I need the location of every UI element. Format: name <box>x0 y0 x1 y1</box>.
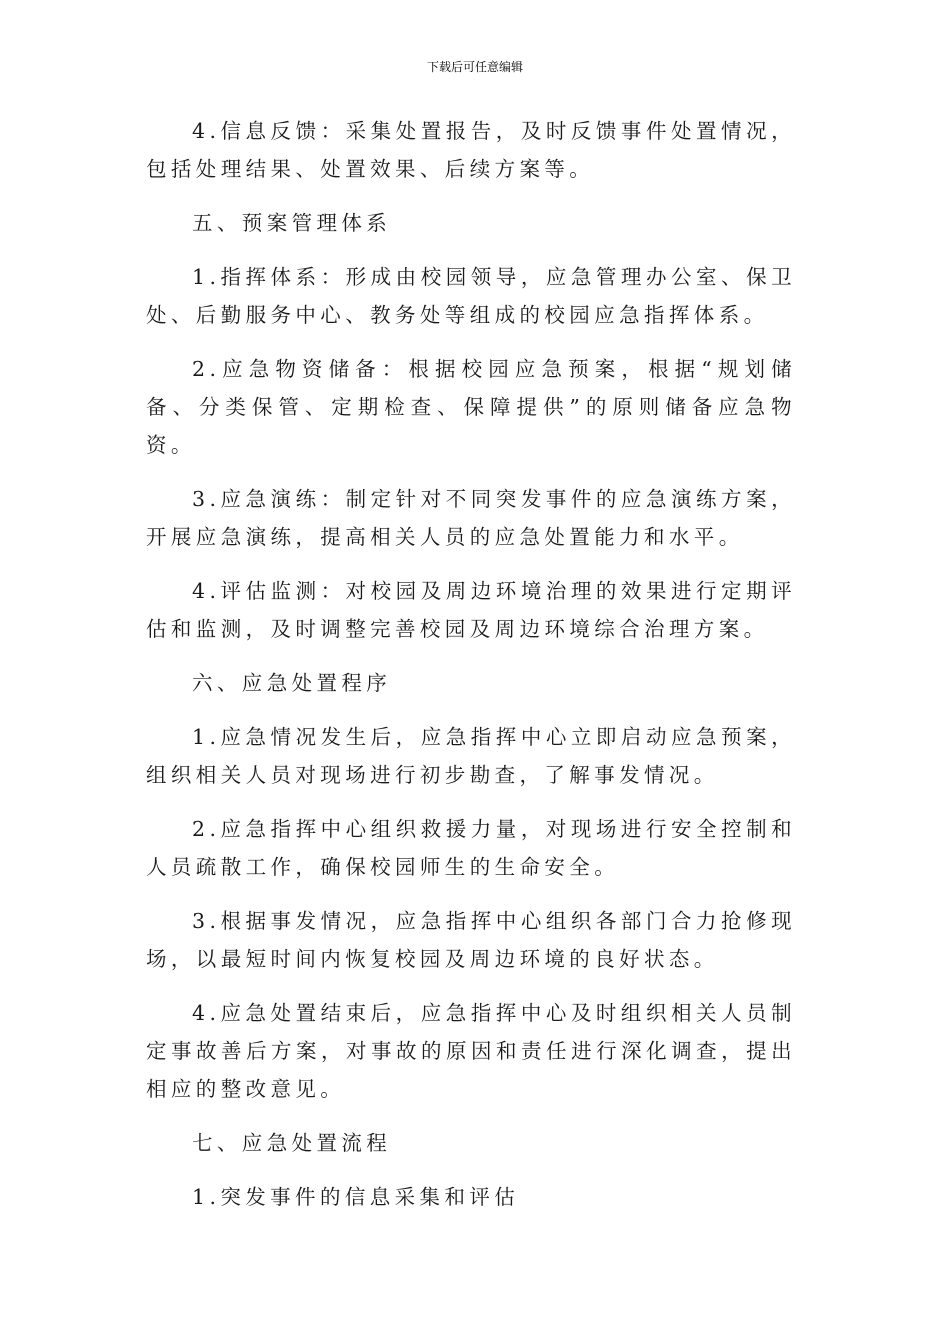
paragraph-command-system: 1.指挥体系：形成由校园领导，应急管理办公室、保卫处、后勤服务中心、教务处等组成的校园应急指挥体系。 <box>146 265 796 327</box>
paragraph-info-feedback: 4.信息反馈：采集处置报告，及时反馈事件处置情况，包括处理结果、处置效果、后续方案等。 <box>146 119 796 181</box>
paragraph-flow-step-1: 1.突发事件的信息采集和评估 <box>192 1185 520 1209</box>
page-header: 下载后可任意编辑 <box>426 60 523 74</box>
paragraph-procedure-step-2: 2.应急指挥中心组织救援力量，对现场进行安全控制和人员疏散工作，确保校园师生的生命安全。 <box>146 817 796 879</box>
document-body <box>146 112 796 1232</box>
section-heading-response-flow: 七、应急处置流程 <box>192 1131 392 1155</box>
paragraph-procedure-step-3: 3.根据事发情况，应急指挥中心组织各部门合力抢修现场，以最短时间内恢复校园及周边环境的良好状态。 <box>146 909 796 971</box>
paragraph-procedure-step-4: 4.应急处置结束后，应急指挥中心及时组织相关人员制定事故善后方案，对事故的原因和责任进行深化调查，提出相应的整改意见。 <box>146 1001 796 1101</box>
paragraph-procedure-step-1: 1.应急情况发生后，应急指挥中心立即启动应急预案，组织相关人员对现场进行初步勘查，了解事发情况。 <box>146 725 796 787</box>
paragraph-emergency-drill: 3.应急演练：制定针对不同突发事件的应急演练方案，开展应急演练，提高相关人员的应急处置能力和水平。 <box>146 487 796 549</box>
section-heading-plan-management: 五、预案管理体系 <box>192 211 392 235</box>
section-heading-response-procedure: 六、应急处置程序 <box>192 671 392 695</box>
paragraph-assessment-monitoring: 4.评估监测：对校园及周边环境治理的效果进行定期评估和监测，及时调整完善校园及周边环境综合治理方案。 <box>146 579 796 641</box>
paragraph-emergency-supplies: 2.应急物资储备：根据校园应急预案，根据“规划储备、分类保管、定期检查、保障提供”的原则储备应急物资。 <box>146 357 796 457</box>
